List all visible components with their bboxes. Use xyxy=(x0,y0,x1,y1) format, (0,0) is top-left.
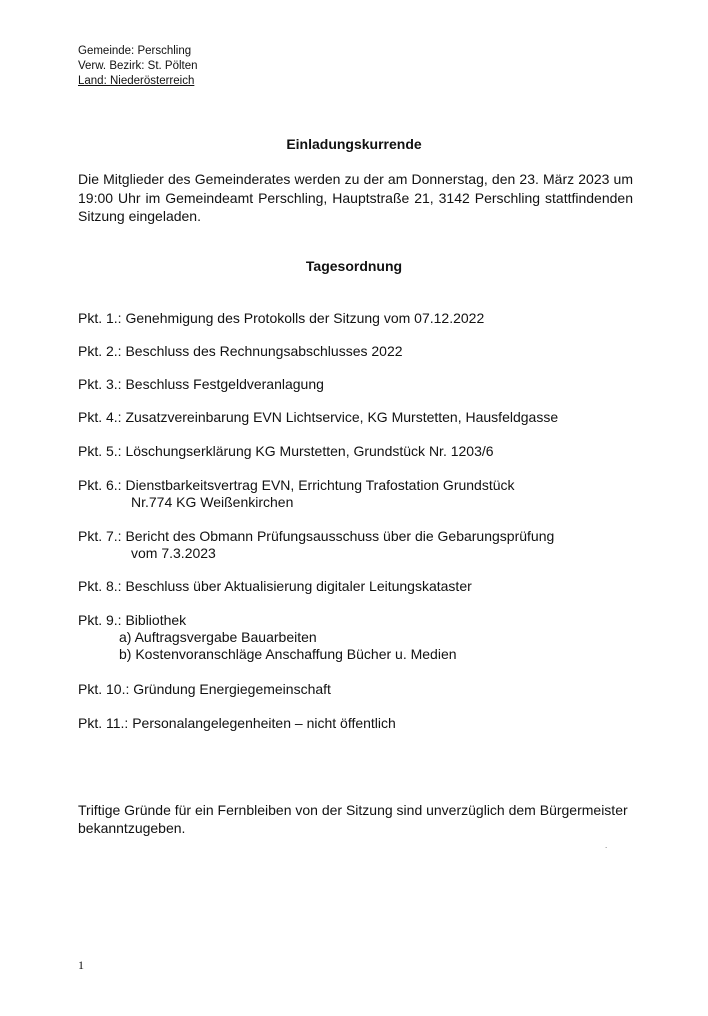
agenda-item-text: Pkt. 3.: Beschluss Festgeldveranlagung xyxy=(78,376,324,392)
agenda-item-text: Pkt. 7.: Bericht des Obmann Prüfungsausschuss über die Gebarungsprüfung xyxy=(78,528,555,544)
agenda-item-text: Pkt. 9.: Bibliothek xyxy=(78,612,187,628)
absence-notice: Triftige Gründe für ein Fernbleiben von der Sitzung sind unverzüglich dem Bürgermeister bekanntzugeben. xyxy=(78,802,628,836)
agenda-item-text: Pkt. 10.: Gründung Energiegemeinschaft xyxy=(78,681,331,697)
agenda-item-6 xyxy=(78,477,515,511)
agenda-item-4 xyxy=(78,409,558,426)
agenda-item-8 xyxy=(78,578,472,595)
agenda-item-text: Pkt. 4.: Zusatzvereinbarung EVN Lichtservice, KG Murstetten, Hausfeldgasse xyxy=(78,409,559,425)
agenda-heading: Tagesordnung xyxy=(305,258,403,274)
agenda-item-1 xyxy=(78,310,484,327)
invitation-text: Die Mitglieder des Gemeinderates werden zu der am Donnerstag, den 23. März 2023 um 19:00 Uhr im Gemeindeamt Perschling, Hauptstraße 21, 3142 Perschling stattfindenden Sitzung eingeladen. xyxy=(78,171,633,224)
agenda-item-text: Pkt. 6.: Dienstbarkeitsvertrag EVN, Errichtung Trafostation Grundstück xyxy=(78,477,515,493)
district-line: Verw. Bezirk: St. Pölten xyxy=(78,60,198,72)
agenda-item-text: Pkt. 2.: Beschluss des Rechnungsabschlusses 2022 xyxy=(78,343,403,359)
agenda-item-text: Pkt. 11.: Personalangelegenheiten – nicht öffentlich xyxy=(78,715,396,731)
agenda-item-text: Pkt. 8.: Beschluss über Aktualisierung digitaler Leitungskataster xyxy=(78,578,472,594)
agenda-item-2 xyxy=(78,343,403,360)
agenda-item-10 xyxy=(78,681,331,698)
agenda-item-continuation: vom 7.3.2023 xyxy=(131,545,216,561)
agenda-item-11 xyxy=(78,715,396,732)
agenda-item-text: Pkt. 5.: Löschungserklärung KG Murstetten, Grundstück Nr. 1203/6 xyxy=(78,443,494,459)
agenda-item-continuation: Nr.774 KG Weißenkirchen xyxy=(131,494,294,510)
agenda-item-3 xyxy=(78,376,324,393)
agenda-item-text: Pkt. 1.: Genehmigung des Protokolls der Sitzung vom 07.12.2022 xyxy=(78,310,485,326)
page-marker: 1 xyxy=(78,958,84,972)
agenda-subitem-a: a) Auftragsvergabe Bauarbeiten xyxy=(119,629,317,645)
document-title: Einladungskurrende xyxy=(286,136,422,152)
stray-mark: . xyxy=(605,841,608,850)
municipality-header xyxy=(78,44,198,89)
agenda-item-9 xyxy=(78,612,457,663)
municipality-line: Gemeinde: Perschling xyxy=(78,45,192,57)
state-line: Land: Niederösterreich xyxy=(78,75,195,87)
agenda-item-5 xyxy=(78,443,494,460)
agenda-item-7 xyxy=(78,528,554,562)
agenda-subitem-b: b) Kostenvoranschläge Anschaffung Bücher u. Medien xyxy=(119,646,457,662)
